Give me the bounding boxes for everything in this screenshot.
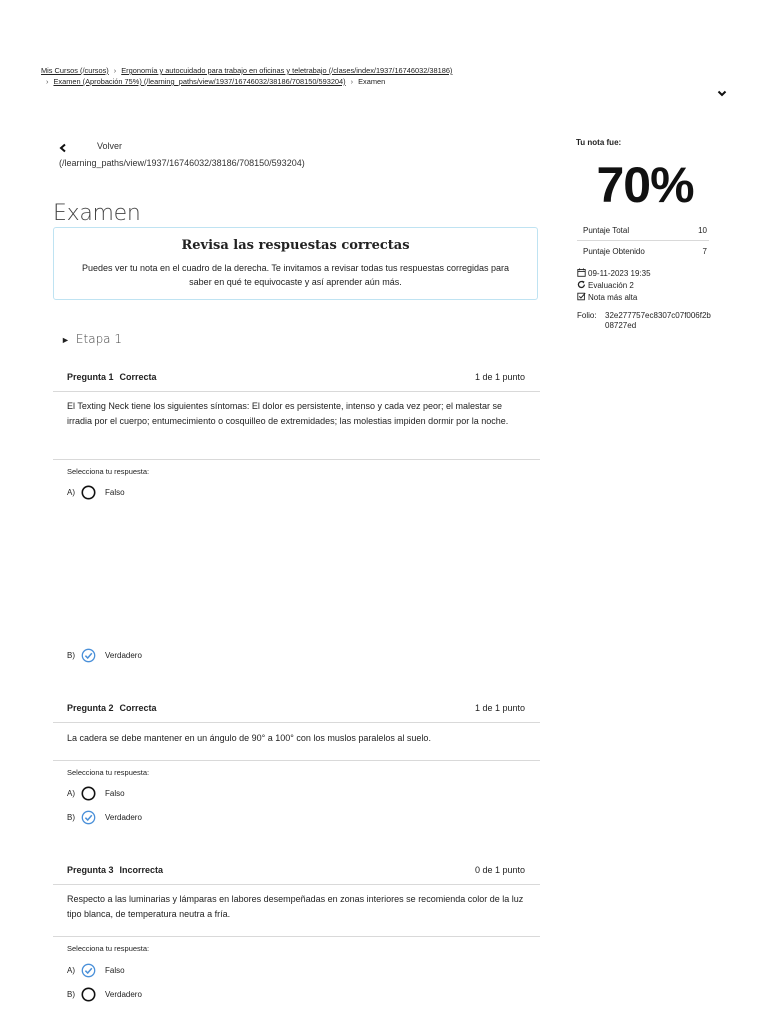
page-title: Examen: [53, 201, 141, 226]
breadcrumb-separator: ›: [113, 66, 117, 75]
breadcrumb-separator: ›: [46, 77, 49, 86]
empty-circle-icon[interactable]: [81, 786, 96, 801]
breadcrumb-separator: ›: [350, 77, 354, 86]
question-number: Pregunta 3: [67, 865, 114, 875]
checkbox-icon: [577, 292, 588, 303]
meta-evaluation: [577, 280, 634, 291]
refresh-icon: [577, 280, 588, 291]
answer-option[interactable]: [67, 647, 142, 663]
empty-circle-icon[interactable]: [81, 485, 96, 500]
folio-label: Folio:: [577, 311, 597, 320]
calendar-icon: [577, 268, 588, 279]
breadcrumb-link-course[interactable]: Ergonomía y autocuidado para trabajo en oficinas y teletrabajo (/clases/index/1937/16746032/38186): [121, 66, 453, 75]
answer-option[interactable]: [67, 809, 142, 825]
option-label: Verdadero: [105, 650, 142, 660]
meta-date-text: 09-11-2023 19:35: [588, 269, 651, 278]
meta-date: [577, 268, 651, 279]
answer-option[interactable]: [67, 986, 142, 1002]
option-label: Falso: [105, 965, 125, 975]
option-label: Falso: [105, 487, 125, 497]
score-total-value: 10: [698, 226, 707, 235]
question-number: Pregunta 2: [67, 703, 114, 713]
breadcrumb: [41, 65, 452, 87]
question-points: 1 de 1 punto: [474, 372, 525, 382]
meta-evaluation-text: Evaluación 2: [588, 281, 634, 290]
option-label: Verdadero: [105, 989, 142, 999]
answer-option[interactable]: [67, 484, 125, 500]
score-obtained-label: Puntaje Obtenido: [583, 247, 645, 256]
select-answer-label: Selecciona tu respuesta:: [67, 768, 150, 777]
triangle-right-icon: ►: [61, 336, 70, 346]
grade-value: 70%: [596, 157, 694, 213]
review-info-box: [53, 227, 538, 300]
question-points: 1 de 1 punto: [474, 703, 525, 713]
option-letter: A): [67, 487, 75, 497]
option-letter: A): [67, 965, 75, 975]
review-heading: Revisa las respuestas correctas: [181, 238, 410, 253]
option-letter: B): [67, 650, 75, 660]
select-answer-label: Selecciona tu respuesta:: [67, 467, 150, 476]
check-circle-icon[interactable]: [81, 963, 96, 978]
chevron-left-icon[interactable]: [57, 141, 69, 153]
back-link-url[interactable]: (/learning_paths/view/1937/16746032/38186/708150/593204): [59, 158, 305, 168]
stage-toggle[interactable]: [61, 332, 122, 346]
divider: [53, 884, 540, 885]
option-label: Falso: [105, 788, 125, 798]
option-letter: B): [67, 812, 75, 822]
review-text: Puedes ver tu nota en el cuadro de la derecha. Te invitamos a revisar todas tus respuestas corregidas para saber en qué te equivocaste y así aprender aún más.: [81, 263, 510, 287]
divider: [577, 240, 709, 241]
question-header: [67, 703, 525, 713]
question-header: [67, 372, 525, 382]
divider: [53, 722, 540, 723]
select-answer-label: Selecciona tu respuesta:: [67, 944, 150, 953]
empty-circle-icon[interactable]: [81, 987, 96, 1002]
breadcrumb-link-exam-path[interactable]: Examen (Aprobación 75%) (/learning_paths/view/1937/16746032/38186/708150/593204): [53, 77, 346, 86]
divider: [53, 391, 540, 392]
answer-option[interactable]: [67, 962, 125, 978]
score-total-row: [583, 226, 707, 235]
question-points: 0 de 1 punto: [474, 865, 525, 875]
score-total-label: Puntaje Total: [583, 226, 630, 235]
meta-best-text: Nota más alta: [588, 293, 638, 302]
score-obtained-row: [583, 247, 707, 256]
question-text: Respecto a las luminarias y lámparas en labores desempeñadas en zonas interiores se recomienda color de la luz tipo blanca, de temperatura neutra a fría.: [67, 894, 524, 919]
question-text: El Texting Neck tiene los siguientes síntomas: El dolor es persistente, intenso y cada vez peor; el malestar se irradia por el cuerpo; entumecimiento o cosquilleo de extremidades; las molestias impiden dormir por la noche.: [67, 401, 509, 426]
question-header: [67, 865, 525, 875]
back-link[interactable]: Volver: [97, 141, 123, 151]
option-letter: A): [67, 788, 75, 798]
option-label: Verdadero: [105, 812, 142, 822]
folio: [577, 311, 715, 331]
stage-label: Etapa 1: [75, 332, 122, 346]
check-circle-icon[interactable]: [81, 810, 96, 825]
divider: [53, 459, 540, 460]
meta-best: [577, 292, 637, 303]
option-letter: B): [67, 989, 75, 999]
question-status: Correcta: [119, 703, 157, 713]
divider: [53, 936, 540, 937]
breadcrumb-link-mis-cursos[interactable]: Mis Cursos (/cursos): [41, 66, 109, 75]
question-number: Pregunta 1: [67, 372, 114, 382]
answer-option[interactable]: [67, 785, 125, 801]
question-status: Correcta: [119, 372, 157, 382]
divider: [53, 760, 540, 761]
breadcrumb-current: Examen: [358, 77, 386, 86]
question-text: La cadera se debe mantener en un ángulo de 90° a 100° con los muslos paralelos al suelo.: [67, 733, 431, 743]
score-obtained-value: 7: [702, 247, 707, 256]
folio-value: 32e277757ec8307c07f006f2b08727ed: [605, 311, 711, 330]
grade-label: Tu nota fue:: [576, 138, 622, 147]
chevron-down-icon[interactable]: [715, 86, 729, 100]
question-status: Incorrecta: [119, 865, 164, 875]
check-circle-icon[interactable]: [81, 648, 96, 663]
